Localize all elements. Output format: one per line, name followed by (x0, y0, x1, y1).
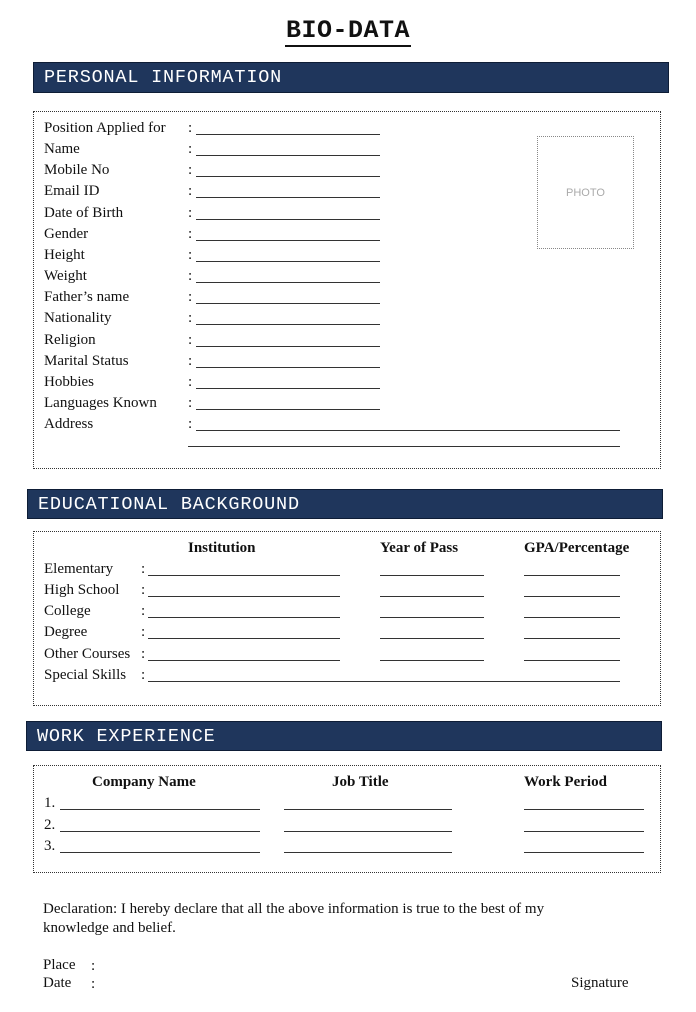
work-row-number: 2. (44, 816, 56, 833)
field-colon: : (188, 204, 193, 221)
field-input-hobbies[interactable] (196, 388, 380, 389)
field-input-weight[interactable] (196, 282, 380, 283)
field-label-father-s-name: Father’s name (44, 289, 130, 306)
field-input-marital-status[interactable] (196, 367, 380, 368)
signature-label: Signature (571, 975, 629, 991)
work-input-job-title-3[interactable] (284, 852, 452, 853)
field-input-religion[interactable] (196, 346, 380, 347)
field-input-father-s-name[interactable] (196, 303, 380, 304)
field-colon: : (188, 416, 193, 433)
field-label-hobbies: Hobbies (44, 373, 94, 390)
work-input-company-1[interactable] (60, 809, 260, 810)
photo-label: PHOTO (566, 186, 605, 199)
edu-input-institution-degree[interactable] (148, 638, 340, 639)
edu-input-institution-other-courses[interactable] (148, 660, 340, 661)
field-label-nationality: Nationality (44, 310, 112, 327)
field-input-gender[interactable] (196, 240, 380, 241)
work-input-period-2[interactable] (524, 831, 644, 832)
edu-input-institution-college[interactable] (148, 617, 340, 618)
work-input-period-1[interactable] (524, 809, 644, 810)
field-label-position-applied-for: Position Applied for (44, 120, 166, 136)
field-input-address[interactable] (196, 430, 620, 431)
field-label-address: Address (44, 416, 94, 433)
field-colon: : (188, 373, 193, 390)
field-colon: : (188, 246, 193, 263)
edu-input-year-other-courses[interactable] (380, 660, 484, 661)
field-input-mobile-no[interactable] (196, 176, 380, 177)
edu-col-year-of-pass: Year of Pass (380, 540, 459, 556)
field-colon: : (188, 394, 193, 411)
edu-label-high-school: High School (44, 582, 120, 599)
field-colon: : (188, 352, 193, 369)
edu-input-gpa-elementary[interactable] (524, 575, 620, 576)
work-col-company-name: Company Name (92, 774, 196, 790)
field-colon: : (188, 183, 193, 200)
title-text: BIO-DATA (285, 16, 411, 45)
edu-col-institution: Institution (188, 540, 256, 556)
work-input-job-title-1[interactable] (284, 809, 452, 810)
edu-input-gpa-other-courses[interactable] (524, 660, 620, 661)
work-input-period-3[interactable] (524, 852, 644, 853)
field-colon: : (188, 141, 193, 158)
edu-input-year-high-school[interactable] (380, 596, 484, 597)
field-label-date-of-birth: Date of Birth (44, 204, 124, 221)
field-label-religion: Religion (44, 331, 96, 348)
field-label-mobile-no: Mobile No (44, 162, 110, 179)
page-title (0, 16, 696, 45)
edu-colon: : (141, 582, 146, 599)
field-input-name[interactable] (196, 155, 380, 156)
field-label-email-id: Email ID (44, 183, 100, 200)
field-input-address-line-2[interactable] (188, 446, 620, 447)
work-input-job-title-2[interactable] (284, 831, 452, 832)
educational-background-header: EDUCATIONAL BACKGROUND (27, 489, 663, 519)
declaration-line-2: knowledge and belief. (43, 920, 176, 936)
edu-label-other-courses: Other Courses (44, 645, 131, 662)
work-col-job-title: Job Title (332, 774, 389, 790)
field-label-languages-known: Languages Known (44, 394, 157, 411)
edu-colon: : (141, 561, 146, 577)
declaration-line-1: Declaration: I hereby declare that all the above information is true to the best of my (43, 901, 545, 917)
edu-colon: : (141, 666, 146, 683)
field-label-gender: Gender (44, 225, 89, 242)
personal-information-header: PERSONAL INFORMATION (33, 62, 669, 93)
edu-input-year-college[interactable] (380, 617, 484, 618)
field-label-name: Name (44, 141, 80, 158)
edu-input-institution-elementary[interactable] (148, 575, 340, 576)
field-label-height: Height (44, 246, 85, 263)
field-colon: : (188, 289, 193, 306)
edu-label-degree: Degree (44, 624, 88, 641)
place-label: Place (43, 957, 76, 973)
field-input-position-applied-for[interactable] (196, 134, 380, 135)
field-input-date-of-birth[interactable] (196, 219, 380, 220)
field-input-nationality[interactable] (196, 324, 380, 325)
edu-colon: : (141, 624, 146, 641)
edu-colon: : (141, 645, 146, 662)
work-row-number: 1. (44, 795, 56, 811)
edu-input-gpa-high-school[interactable] (524, 596, 620, 597)
field-colon: : (188, 120, 193, 136)
field-label-marital-status: Marital Status (44, 352, 129, 369)
field-input-height[interactable] (196, 261, 380, 262)
edu-label-elementary: Elementary (44, 561, 114, 577)
edu-col-gpa: GPA/Percentage (524, 540, 630, 556)
date-label: Date (43, 975, 72, 991)
edu-label-college: College (44, 603, 91, 620)
edu-input-year-degree[interactable] (380, 638, 484, 639)
work-col-work-period: Work Period (524, 774, 607, 790)
edu-input-institution-high-school[interactable] (148, 596, 340, 597)
work-input-company-3[interactable] (60, 852, 260, 853)
place-colon: : (91, 958, 96, 974)
work-input-company-2[interactable] (60, 831, 260, 832)
educational-background-box (33, 531, 661, 706)
field-colon: : (188, 331, 193, 348)
field-label-weight: Weight (44, 268, 87, 285)
edu-label-special-skills: Special Skills (44, 666, 127, 683)
edu-input-gpa-degree[interactable] (524, 638, 620, 639)
edu-input-gpa-college[interactable] (524, 617, 620, 618)
work-row-number: 3. (44, 838, 56, 854)
field-colon: : (188, 225, 193, 242)
work-experience-header: WORK EXPERIENCE (26, 721, 662, 751)
date-colon: : (91, 976, 96, 992)
field-input-email-id[interactable] (196, 197, 380, 198)
photo-placeholder[interactable] (537, 136, 634, 249)
edu-colon: : (141, 603, 146, 620)
field-input-languages-known[interactable] (196, 409, 380, 410)
edu-input-special-skills[interactable] (148, 681, 620, 682)
field-colon: : (188, 162, 193, 179)
field-colon: : (188, 268, 193, 285)
field-colon: : (188, 310, 193, 327)
edu-input-year-elementary[interactable] (380, 575, 484, 576)
